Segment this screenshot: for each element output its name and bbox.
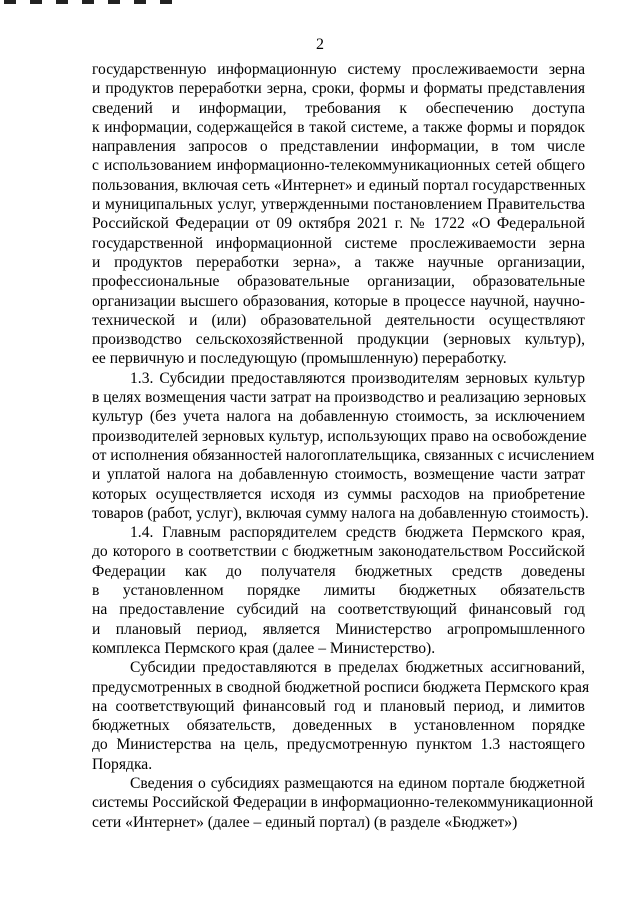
text-line: бюджетных обязательств, доведенных в установленном порядке: [92, 717, 585, 735]
text-line: на соответствующий финансовый год и плановый период, и лимитов: [92, 697, 585, 715]
paragraph: [92, 523, 585, 658]
text-line: ее первичную и последующую (промышленную) переработку.: [92, 350, 507, 368]
text-line: предусмотренных в сводной бюджетной росписи бюджета Пермского края: [92, 678, 590, 696]
text-line: до которого в соответствии с бюджетным законодательством Российской: [92, 543, 585, 561]
text-line: и плановый период, является Министерство агропромышленного: [92, 620, 585, 638]
text-line: от исполнения обязанностей налогоплательщика, связанных с исчислением: [92, 446, 595, 464]
paragraph: [92, 658, 590, 774]
text-line: системы Российской Федерации в информационно-телекоммуникационной: [92, 794, 594, 812]
text-line: и уплатой налога на добавленную стоимость, возмещение части затрат: [92, 466, 585, 484]
text-line: к информации, содержащейся в такой системе, а также формы и порядок: [92, 118, 585, 136]
text-line: государственную информационную систему прослеживаемости зерна: [92, 61, 585, 78]
text-line: сети «Интернет» (далее – единый портал) (в разделе «Бюджет»): [92, 813, 518, 831]
text-line: которых осуществляется исходя из суммы расходов на приобретение: [92, 485, 585, 503]
text-line: Сведения о субсидиях размещаются на едином портале бюджетной: [130, 774, 585, 792]
text-line: производство сельскохозяйственной продукции (зерновых культур),: [92, 331, 585, 349]
text-line: и продуктов переработки зерна, сроки, формы и форматы представления: [92, 80, 585, 98]
text-line: 1.4. Главным распорядителем средств бюджета Пермского края,: [130, 524, 585, 542]
text-line: и муниципальных услуг, утвержденными постановлением Правительства: [92, 196, 585, 214]
text-line: производителей зерновых культур, использующих право на освобождение: [92, 427, 587, 445]
text-line: до Министерства на цель, предусмотренную пунктом 1.3 настоящего: [92, 736, 585, 754]
paragraph: [92, 60, 585, 369]
text-line: организации высшего образования, которые в процессе научной, научно-: [92, 292, 585, 310]
page-number: 2: [316, 36, 324, 53]
text-line: в целях возмещения части затрат на производство и реализацию зерновых: [92, 389, 587, 407]
text-line: с использованием информационно-телекоммуникационных сетей общего: [92, 157, 585, 175]
text-line: государственной информационной системе прослеживаемости зерна: [92, 234, 585, 252]
text-line: Субсидии предоставляются в пределах бюджетных ассигнований,: [130, 659, 585, 677]
text-line: сведений и информации, требования к обеспечению доступа: [92, 99, 585, 117]
paragraph: [92, 774, 594, 832]
text-line: профессиональные образовательные организации, образовательные: [92, 273, 585, 291]
document-body: [92, 60, 595, 832]
text-line: комплекса Пермского края (далее – Министерство).: [92, 639, 436, 657]
text-line: товаров (работ, услуг), включая сумму налога на добавленную стоимость).: [92, 504, 589, 522]
text-line: направления запросов о представлении информации, в том числе: [92, 138, 585, 156]
text-line: культур (без учета налога на добавленную стоимость, за исключением: [92, 408, 585, 426]
paragraph: [92, 369, 595, 523]
text-line: Российской Федерации от 09 октября 2021 г. № 1722 «О Федеральной: [92, 215, 585, 233]
text-line: пользования, включая сеть «Интернет» и единый портал государственных: [92, 176, 586, 194]
text-line: технической и (или) образовательной деятельности осуществляют: [92, 311, 585, 329]
scan-edge-marks: [0, 0, 200, 6]
text-line: Порядка.: [92, 755, 153, 773]
text-line: на предоставление субсидий на соответствующий финансовый год: [92, 601, 585, 619]
text-line: Федерации как до получателя бюджетных средств доведены: [92, 562, 585, 580]
text-line: в установленном порядке лимиты бюджетных обязательств: [92, 582, 585, 600]
text-line: и продуктов переработки зерна», а также научные организации,: [92, 253, 585, 271]
text-line: 1.3. Субсидии предоставляются производителям зерновых культур: [130, 369, 585, 387]
